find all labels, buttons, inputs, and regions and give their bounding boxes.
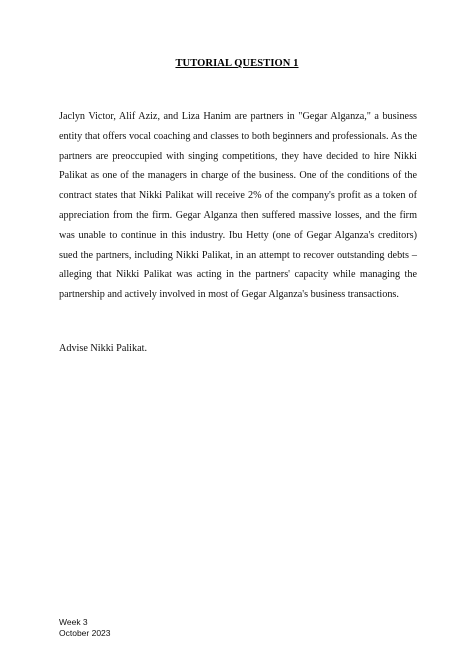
page-footer [59,617,111,639]
footer-date: October 2023 [59,628,111,638]
footer-week: Week 3 [59,617,88,627]
page-title: TUTORIAL QUESTION 1 [175,58,299,69]
question-paragraph: Jaclyn Victor, Alif Aziz, and Liza Hanim are partners in "Gegar Alganza," a business entity that offers vocal coaching and classes to both beginners and professionals. As the partners are preoccupied with singing competitions, they have decided to hire Nikki Palikat as one of the managers in charge of the business. One of the conditions of the contract states that Nikki Palikat will receive 2% of the company's profit as a token of appreciation from the firm. Gegar Alganza then suffered massive losses, and the firm was unable to continue in this industry. Ibu Hetty (one of Gegar Alganza's creditors) sued the partners, including Nikki Palikat, in an attempt to recover outstanding debts – alleging that Nikki Palikat was acting in the partners' capacity while managing the partnership and actively involved in most of Gegar Alganza's business transactions. [59,111,417,301]
question-instruction: Advise Nikki Palikat. [59,343,148,354]
